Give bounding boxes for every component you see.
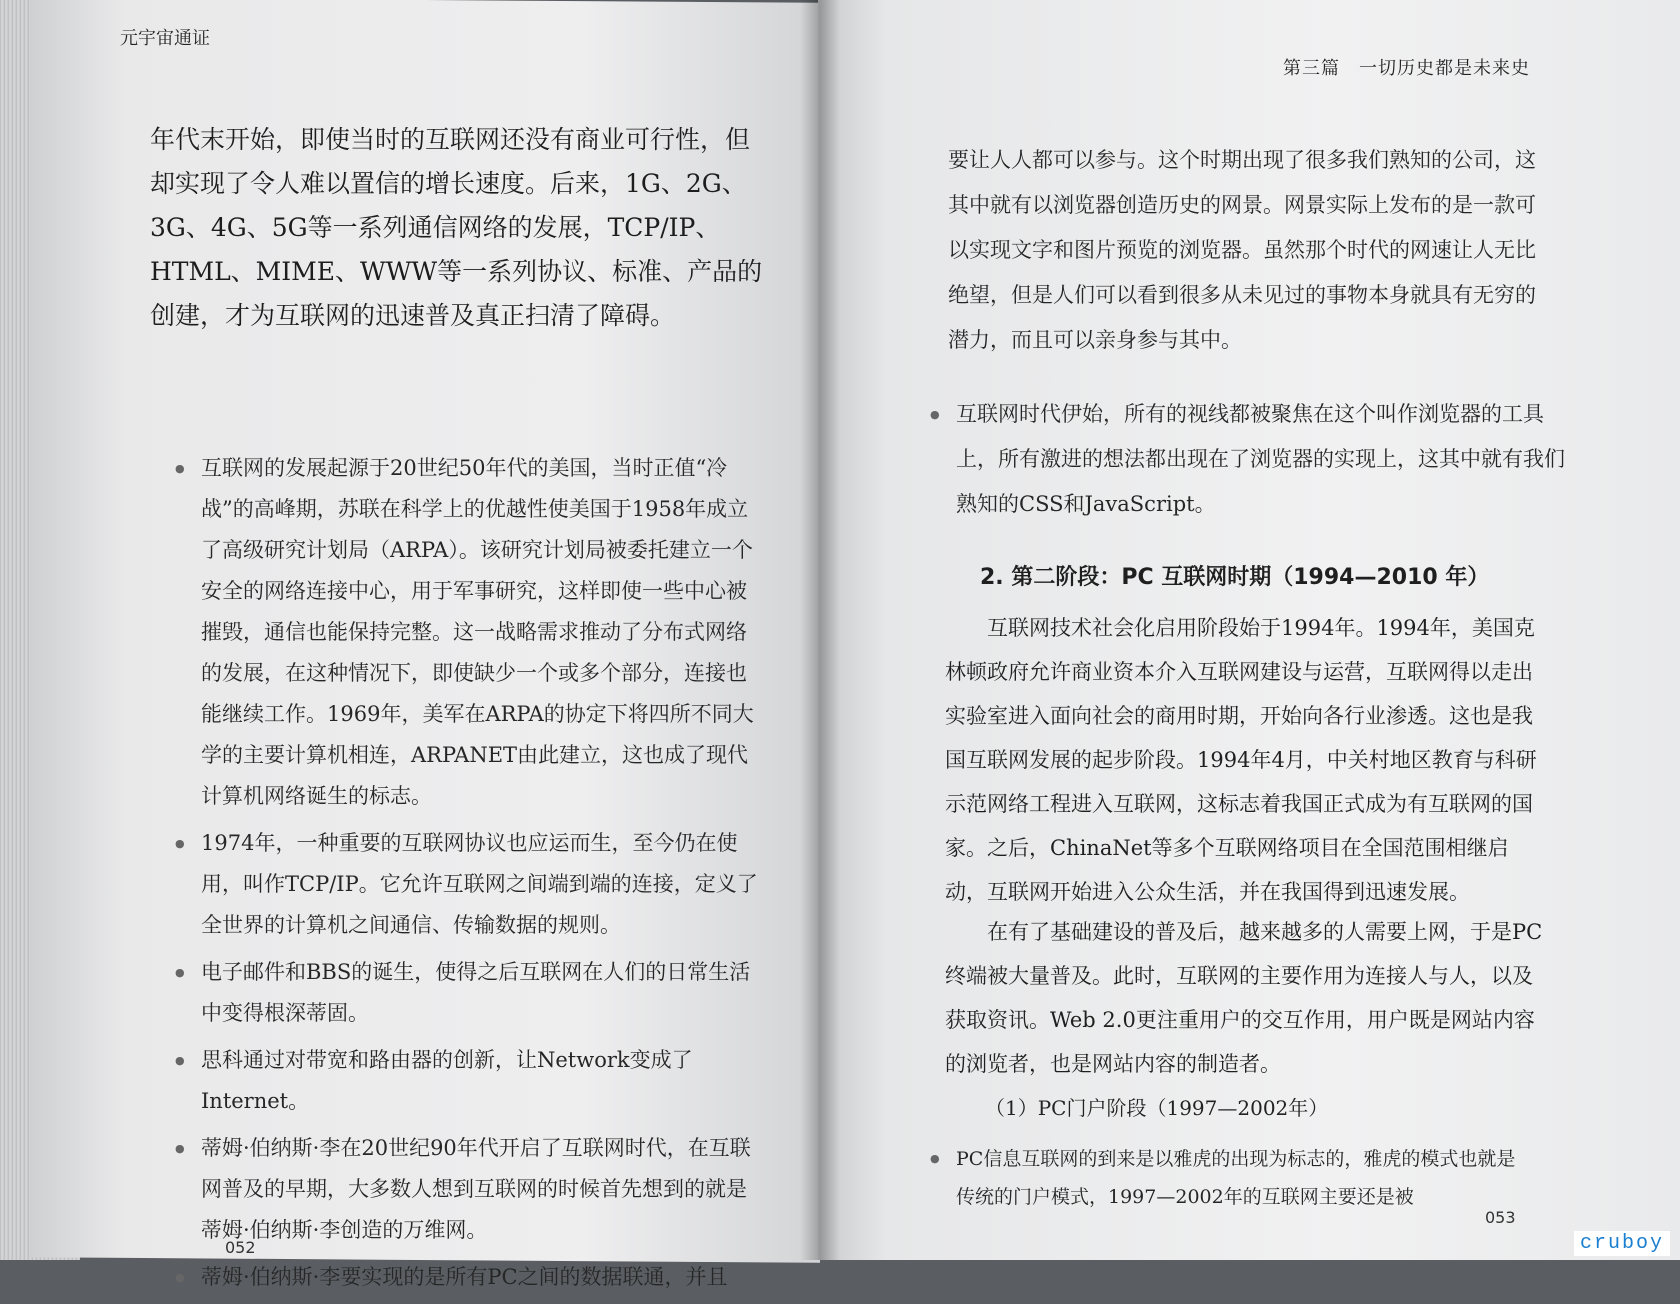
book-gutter — [800, 0, 840, 1260]
right-bullet-list-2 — [930, 1140, 1530, 1222]
left-running-head: 元宇宙通证 — [120, 28, 210, 49]
list-item: ● 1974年，一种重要的互联网协议也应运而生，至今仍在使用，叫作TCP/IP。它允许互联网之间端到端的连接，定义了全世界的计算机之间通信、传输数据的规则。 — [175, 823, 765, 946]
left-bullet-list — [175, 448, 765, 1304]
right-page-number: 053 — [1485, 1208, 1516, 1227]
right-top-paragraph: 要让人人都可以参与。这个时期出现了很多我们熟知的公司，这其中就有以浏览器创造历史的网景。网景实际上发布的是一款可以实现文字和图片预览的浏览器。虽然那个时代的网速让人无比绝望，但是人们可以看到很多从未见过的事物本身就具有无穷的潜力，而且可以亲身参与其中。 — [948, 148, 1536, 352]
section-heading: 2. 第二阶段：PC 互联网时期（1994—2010 年） — [980, 565, 1490, 590]
list-item: ● 思科通过对带宽和路由器的创新，让Network变成了Internet。 — [175, 1040, 765, 1122]
list-item: ● 蒂姆·伯纳斯·李在20世纪90年代开启了互联网时代，在互联网普及的早期，大多数人想到互联网的时候首先想到的就是蒂姆·伯纳斯·李创造的万维网。 — [175, 1128, 765, 1251]
list-item: ● 互联网的发展起源于20世纪50年代的美国，当时正值“冷战”的高峰期，苏联在科学上的优越性使美国于1958年成立了高级研究计划局（ARPA）。该研究计划局被委托建立一个安全的网络连接中心，用于军事研究，这样即使一些中心被摧毁，通信也能保持完整。这一战略需求推动了分布式网络的发展，在这种情况下，即使缺少一个或多个部分，连接也能继续工作。1969年，美军在ARPA的协定下将四所不同大学的主要计算机相连，ARPANET由此建立，这也成了现代计算机网络诞生的标志。 — [175, 448, 765, 817]
left-intro-paragraph: 年代末开始，即使当时的互联网还没有商业可行性，但却实现了令人难以置信的增长速度。后来，1G、2G、3G、4G、5G等一系列通信网络的发展，TCP/IP、HTML、MIME、WWW等一系列协议、标准、产品的创建，才为互联网的迅速普及真正扫清了障碍。 — [150, 125, 763, 330]
list-item: ● 电子邮件和BBS的诞生，使得之后互联网在人们的日常生活中变得根深蒂固。 — [175, 952, 765, 1034]
list-item: ● PC信息互联网的到来是以雅虎的出现为标志的，雅虎的模式也就是传统的门户模式，1997—2002年的互联网主要还是被 — [930, 1140, 1530, 1216]
sub-heading: （1）PC门户阶段（1997—2002年） — [985, 1096, 1329, 1120]
right-running-head: 第三篇 一切历史都是未来史 — [1283, 58, 1530, 79]
right-bullet-list-1 — [930, 392, 1570, 533]
section-body-1: 互联网技术社会化启用阶段始于1994年。1994年，美国克林顿政府允许商业资本介入互联网建设与运营，互联网得以走出实验室进入面向社会的商用时期，开始向各行业渗透。这也是我国互联网发展的起步阶段。1994年4月，中关村地区教育与科研示范网络工程进入互联网，这标志着我国正式成为有互联网的国家。之后，ChinaNet等多个互联网络项目在全国范围相继启动，互联网开始进入公众生活，并在我国得到迅速发展。 — [945, 616, 1537, 904]
section-body-2: 在有了基础建设的普及后，越来越多的人需要上网，于是PC终端被大量普及。此时，互联网的主要作用为连接人与人，以及获取资讯。Web 2.0更注重用户的交互作用，用户既是网站内容的浏览者，也是网站内容的制造者。 — [945, 920, 1543, 1076]
left-page-number: 052 — [225, 1238, 256, 1257]
list-item: ● 互联网时代伊始，所有的视线都被聚焦在这个叫作浏览器的工具上，所有激进的想法都出现在了浏览器的实现上，这其中就有我们熟知的CSS和JavaScript。 — [930, 392, 1570, 527]
list-item: ● 蒂姆·伯纳斯·李要实现的是所有PC之间的数据联通，并且 — [175, 1257, 765, 1298]
watermark: cruboy — [1574, 1231, 1670, 1256]
